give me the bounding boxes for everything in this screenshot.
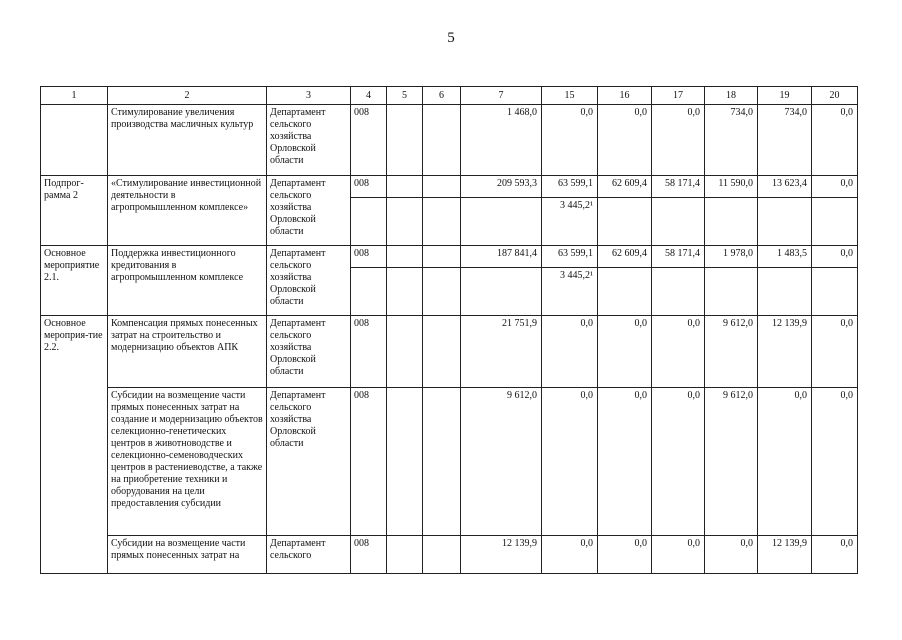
- empty-cell: [423, 388, 461, 536]
- amount-cell: 13 623,4: [758, 176, 812, 198]
- amount-cell: 9 612,0: [705, 316, 758, 388]
- program-name-cell: «Стимулирование инвестиционной деятельности в агропромышленном комплексе»: [108, 176, 267, 246]
- executor-cell: Департамент сельского хозяйства Орловской области: [267, 388, 351, 536]
- empty-cell: [705, 268, 758, 316]
- program-code-cell: Основное мероприятие 2.1.: [41, 246, 108, 316]
- empty-cell: [423, 105, 461, 176]
- empty-cell: [812, 268, 858, 316]
- column-header: 4: [351, 87, 387, 105]
- amount-cell: 62 609,4: [598, 246, 652, 268]
- empty-cell: [387, 176, 423, 198]
- executor-cell: Департамент сельского хозяйства Орловской области: [267, 176, 351, 246]
- column-header: 19: [758, 87, 812, 105]
- amount-cell: 0,0: [652, 316, 705, 388]
- budget-code-cell: 008: [351, 105, 387, 176]
- empty-cell: [387, 268, 423, 316]
- amount-cell: 0,0: [542, 105, 598, 176]
- executor-cell: Департамент сельского хозяйства Орловской области: [267, 105, 351, 176]
- column-header: 18: [705, 87, 758, 105]
- amount-cell: 12 139,9: [461, 536, 542, 574]
- budget-code-cell: 008: [351, 246, 387, 268]
- empty-cell: [598, 268, 652, 316]
- amount-cell: 9 612,0: [705, 388, 758, 536]
- column-header: 2: [108, 87, 267, 105]
- amount-cell: 12 139,9: [758, 316, 812, 388]
- budget-table: [40, 86, 858, 574]
- empty-cell: [387, 105, 423, 176]
- empty-cell: [423, 268, 461, 316]
- executor-cell: Департамент сельского хозяйства Орловской области: [267, 246, 351, 316]
- column-header: 16: [598, 87, 652, 105]
- amount-cell: 0,0: [652, 388, 705, 536]
- amount-cell: 0,0: [812, 176, 858, 198]
- amount-cell: 0,0: [652, 105, 705, 176]
- empty-cell: [387, 388, 423, 536]
- empty-cell: [423, 246, 461, 268]
- column-header: 15: [542, 87, 598, 105]
- empty-cell: [423, 198, 461, 246]
- amount-cell: 63 599,1: [542, 176, 598, 198]
- amount-cell: 0,0: [758, 388, 812, 536]
- empty-cell: [351, 198, 387, 246]
- executor-cell: Департамент сельского: [267, 536, 351, 574]
- amount-cell: 58 171,4: [652, 176, 705, 198]
- amount-cell: 734,0: [705, 105, 758, 176]
- amount-cell: 0,0: [812, 316, 858, 388]
- amount-cell: 0,0: [812, 105, 858, 176]
- amount-cell: 62 609,4: [598, 176, 652, 198]
- amount-cell: 0,0: [542, 316, 598, 388]
- budget-code-cell: 008: [351, 316, 387, 388]
- budget-code-cell: 008: [351, 176, 387, 198]
- empty-cell: [812, 198, 858, 246]
- empty-cell: [423, 316, 461, 388]
- table-row: [41, 105, 858, 176]
- program-code-cell: Основное мероприя-тие 2.2.: [41, 316, 108, 574]
- amount-cell: 0,0: [812, 536, 858, 574]
- empty-cell: [387, 198, 423, 246]
- empty-cell: [351, 268, 387, 316]
- amount-cell: 0,0: [652, 536, 705, 574]
- empty-cell: [758, 268, 812, 316]
- amount-cell: 0,0: [598, 536, 652, 574]
- amount-cell: 9 612,0: [461, 388, 542, 536]
- table-row: [41, 176, 858, 198]
- amount-cell: 0,0: [705, 536, 758, 574]
- amount-cell: 58 171,4: [652, 246, 705, 268]
- program-name-cell: Компенсация прямых понесенных затрат на строительство и модернизацию объектов АПК: [108, 316, 267, 388]
- empty-cell: [652, 198, 705, 246]
- column-header: 1: [41, 87, 108, 105]
- amount-cell: 3 445,2¹: [542, 268, 598, 316]
- empty-cell: [461, 268, 542, 316]
- empty-cell: [387, 536, 423, 574]
- amount-cell: 0,0: [812, 246, 858, 268]
- amount-cell: 1 483,5: [758, 246, 812, 268]
- program-name-cell: Субсидии на возмещение части прямых понесенных затрат на создание и модернизацию объектов селекционно-генетических центров в животноводстве и селекционно-семеноводческих центров в растениеводстве, а также на приобретение техники и оборудования на цели предоставления субсидии: [108, 388, 267, 536]
- column-header: 6: [423, 87, 461, 105]
- empty-cell: [652, 268, 705, 316]
- column-header: 3: [267, 87, 351, 105]
- amount-cell: 12 139,9: [758, 536, 812, 574]
- program-code-cell: Подпрог-рамма 2: [41, 176, 108, 246]
- program-name-cell: Субсидии на возмещение части прямых понесенных затрат на: [108, 536, 267, 574]
- empty-cell: [387, 246, 423, 268]
- program-code-cell: [41, 105, 108, 176]
- empty-cell: [423, 176, 461, 198]
- amount-cell: 0,0: [542, 536, 598, 574]
- program-name-cell: Поддержка инвестиционного кредитования в агропромышленном комплексе: [108, 246, 267, 316]
- amount-cell: 187 841,4: [461, 246, 542, 268]
- amount-cell: 1 468,0: [461, 105, 542, 176]
- program-name-cell: Стимулирование увеличения производства масличных культур: [108, 105, 267, 176]
- table-row: [41, 536, 858, 574]
- empty-cell: [461, 198, 542, 246]
- amount-cell: 209 593,3: [461, 176, 542, 198]
- amount-cell: 0,0: [598, 105, 652, 176]
- amount-cell: 0,0: [598, 316, 652, 388]
- header-row: [41, 87, 858, 105]
- budget-code-cell: 008: [351, 536, 387, 574]
- amount-cell: 11 590,0: [705, 176, 758, 198]
- empty-cell: [423, 536, 461, 574]
- table-row: [41, 246, 858, 268]
- page-number: 5: [447, 30, 455, 46]
- amount-cell: 63 599,1: [542, 246, 598, 268]
- empty-cell: [598, 198, 652, 246]
- table-row: [41, 316, 858, 388]
- column-header: 7: [461, 87, 542, 105]
- column-header: 17: [652, 87, 705, 105]
- amount-cell: 3 445,2¹: [542, 198, 598, 246]
- empty-cell: [387, 316, 423, 388]
- column-header: 20: [812, 87, 858, 105]
- amount-cell: 0,0: [542, 388, 598, 536]
- amount-cell: 0,0: [812, 388, 858, 536]
- amount-cell: 21 751,9: [461, 316, 542, 388]
- executor-cell: Департамент сельского хозяйства Орловской области: [267, 316, 351, 388]
- amount-cell: 734,0: [758, 105, 812, 176]
- empty-cell: [758, 198, 812, 246]
- budget-code-cell: 008: [351, 388, 387, 536]
- table-row: [41, 388, 858, 536]
- empty-cell: [705, 198, 758, 246]
- amount-cell: 0,0: [598, 388, 652, 536]
- amount-cell: 1 978,0: [705, 246, 758, 268]
- column-header: 5: [387, 87, 423, 105]
